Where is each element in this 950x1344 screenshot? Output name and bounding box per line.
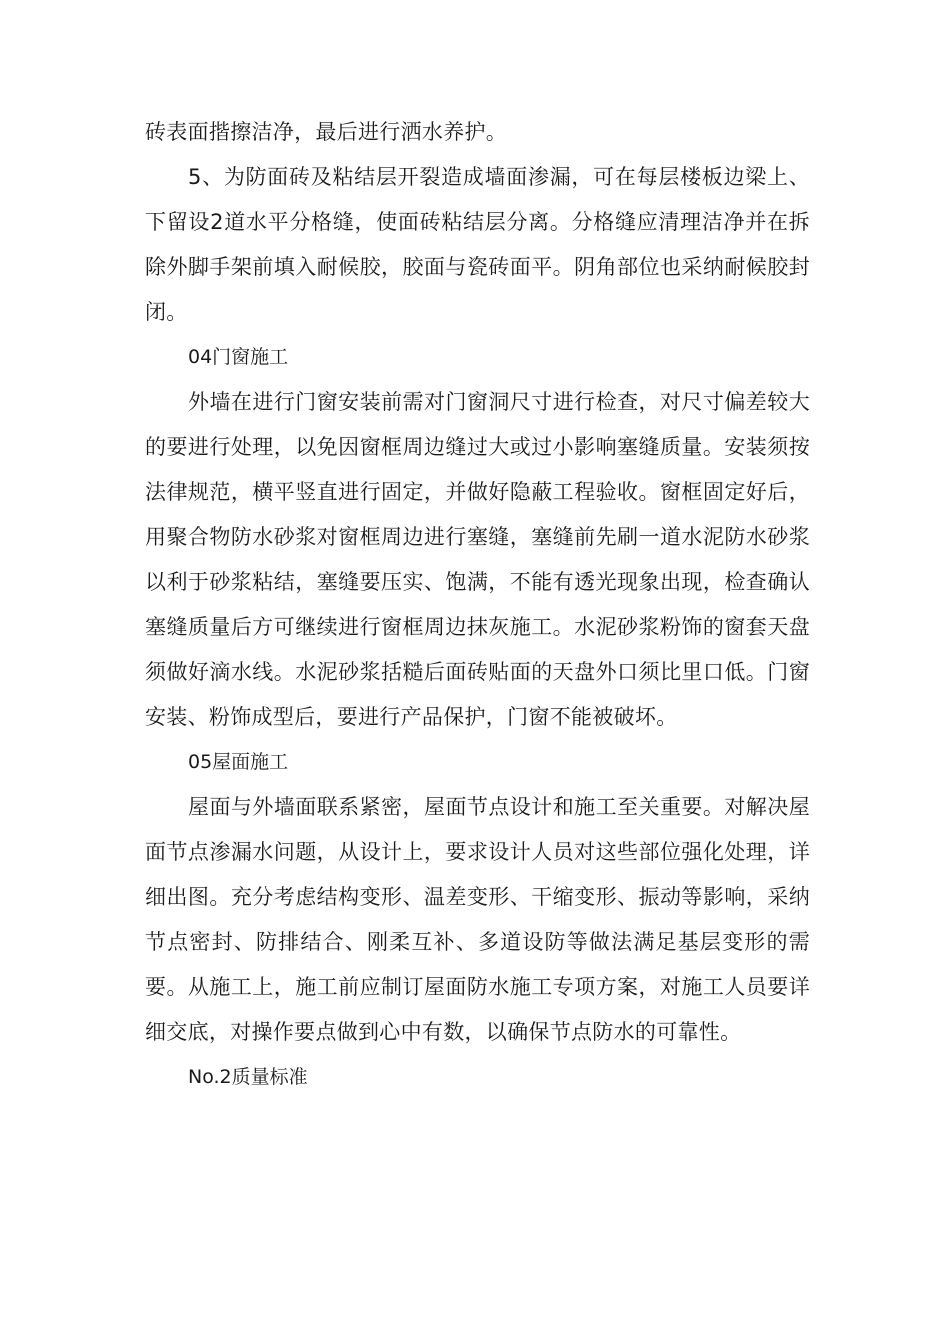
- paragraph-roof: 屋面与外墙面联系紧密，屋面节点设计和施工至关重要。对解决屋面节点渗漏水问题，从设计上，要求设计人员对这些部位强化处理，详细出图。充分考虑结构变形、温差变形、干缩变形、振动等影响，采纳节点密封、防排结合、刚柔互补、多道设防等做法满足基层变形的需要。从施工上，施工前应制订屋面防水施工专项方案，对施工人员要详细交底，对操作要点做到心中有数，以确保节点防水的可靠性。: [145, 795, 810, 1044]
- section-heading-no2: No.2质量标准: [188, 1066, 308, 1088]
- paragraph-item-5: 5、为防面砖及粘结层开裂造成墙面渗漏，可在每层楼板边梁上、下留设2道水平分格缝，使面砖粘结层分离。分格缝应清理洁净并在拆除外脚手架前填入耐候胶，胶面与瓷砖面平。阴角部位也采纳耐候胶封闭。: [145, 165, 810, 324]
- section-heading-05: 05屋面施工: [188, 751, 289, 773]
- paragraph-windows: 外墙在进行门窗安装前需对门窗洞尺寸进行检查，对尺寸偏差较大的要进行处理，以免因窗框周边缝过大或过小影响塞缝质量。安装须按法律规范，横平竖直进行固定，并做好隐蔽工程验收。窗框固定好后，用聚合物防水砂浆对窗框周边进行塞缝，塞缝前先刷一道水泥防水砂浆以利于砂浆粘结，塞缝要压实、饱满，不能有透光现象出现，检查确认塞缝质量后方可继续进行窗框周边抹灰施工。水泥砂浆粉饰的窗套天盘须做好滴水线。水泥砂浆括糙后面砖贴面的天盘外口须比里口低。门窗安装、粉饰成型后，要进行产品保护，门窗不能被破坏。: [145, 390, 810, 729]
- document-body: [145, 110, 810, 1100]
- section-heading-04: 04门窗施工: [188, 346, 289, 368]
- paragraph-continuation: 砖表面揩擦洁净，最后进行洒水养护。: [145, 120, 508, 144]
